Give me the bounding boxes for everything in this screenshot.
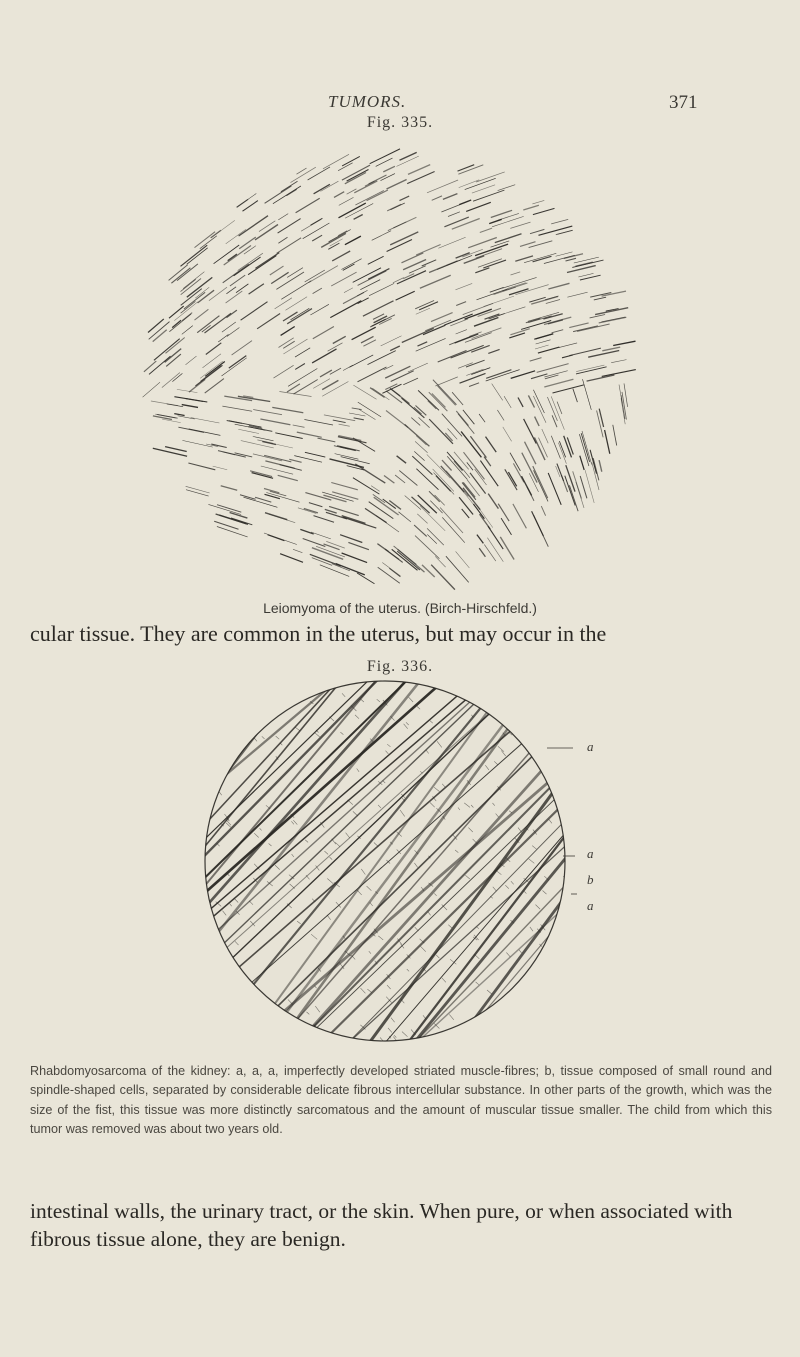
figure-336-label: Fig. 336. [366,658,434,675]
figure-letter-a: a [587,739,594,754]
page-number: 371 [669,92,698,113]
rhabdomyosarcoma-illustration [175,668,625,1058]
microscope-field [205,681,565,1041]
figure-335-caption: Leiomyoma of the uterus. (Birch-Hirschfeld.) [263,600,537,616]
figure-335-label: Fig. 335. [366,114,434,131]
figure-letter-a: a [587,846,594,861]
running-title: TUMORS. [328,92,407,111]
figure-letter-b: b [587,872,594,887]
body-text-line: cular tissue. They are common in the uterus, but may occur in the [30,621,607,646]
figure-letter-a: a [587,898,594,913]
leiomyoma-illustration [130,140,650,600]
running-head [0,92,800,116]
body-paragraph: intestinal walls, the urinary tract, or the skin. When pure, or when associated with fibrous tissue alone, they are benign. [30,1199,733,1251]
figure-336-caption: Rhabdomyosarcoma of the kidney: a, a, a, imperfectly developed striated muscle-fibres; b, tissue composed of small round and spindle-shaped cells, separated by considerable delicate fibrous intercellular substance. In other parts of the growth, which was the size of the fist, this tissue was more distinctly sarcomatous and the amount of muscular tissue smaller. The child from which this tumor was removed was about two years old. [30,1064,772,1136]
fiber-hatching [143,149,636,590]
